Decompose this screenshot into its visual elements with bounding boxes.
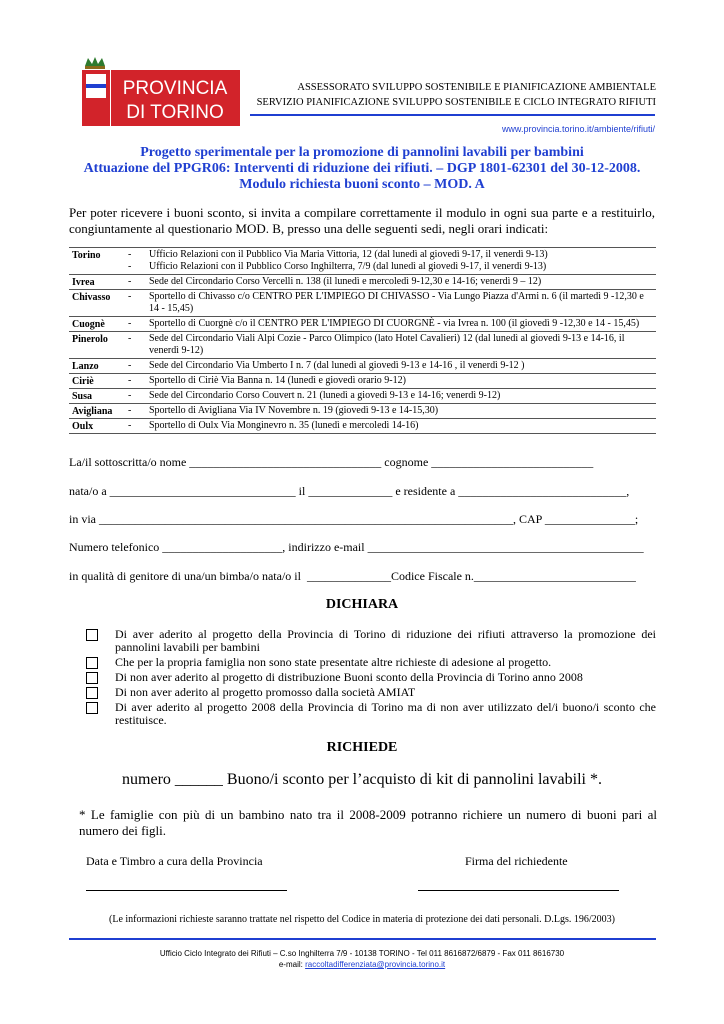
header-rule [250, 114, 655, 116]
declaration-item [86, 671, 656, 684]
office-row [69, 359, 656, 374]
offices-table [69, 247, 656, 434]
office-row [69, 275, 656, 290]
header-text [236, 80, 656, 110]
declaration-text: Di non aver aderito al progetto promosso dalla società AMIAT [115, 685, 416, 699]
declaration-item [86, 686, 656, 699]
office-row [69, 374, 656, 389]
footer-address: Ufficio Ciclo Integrato dei Rifiuti – C.so Inghilterra 7/9 - 10138 TORINO - Tel 011 8616872/6879 - Fax 011 8616730 [159, 949, 565, 958]
office-city: Chivasso [72, 292, 111, 303]
field-address-cap[interactable]: in via _____________________________________________________________________, CAP _______________; [69, 512, 639, 526]
declaration-text: Che per la propria famiglia non sono state presentate altre richieste di adesione al progetto. [115, 655, 552, 669]
office-row [69, 248, 656, 275]
office-city: Ciriè [72, 376, 94, 387]
field-birth-residence[interactable]: nata/o a _______________________________ il ______________ e residente a ____________________________, [69, 484, 630, 498]
office-detail: - Sede del Circondario Viali Alpi Cozie - Parco Olimpico (lato Hotel Cavalieri) 12 (dal lunedì al giovedì 9-13 e 14-16, il venerdì 9-12) [128, 333, 625, 356]
declaration-text: Di aver aderito al progetto della Provincia di Torino di riduzione dei rifiuti attraverso la promozione dei pannolini lavabili per bambini [115, 627, 656, 654]
office-row [69, 404, 656, 419]
office-detail: - Sportello di Cuorgnè c/o il CENTRO PER L'IMPIEGO DI CUORGNÈ - via Ivrea n. 100 (il giovedì 9 -12,30 e 14 - 15,45) [128, 318, 640, 329]
office-row [69, 290, 656, 317]
office-detail: - Sede del Circondario Corso Vercelli n. 138 (il lunedì e mercoledì 9-12,30 e 14-16; venerdì 9 – 12) [128, 276, 542, 287]
richiede-heading: RICHIEDE [326, 740, 398, 755]
field-name-surname[interactable]: La/il sottoscritta/o nome ________________________________ cognome ___________________________ [69, 455, 594, 469]
office-detail: - Ufficio Relazioni con il Pubblico Corso Inghilterra, 7/9 (dal lunedì al giovedì 9-17, il venerdì 9-13) [128, 261, 547, 272]
declaration-checkbox[interactable] [86, 629, 98, 641]
dichiara-heading: DICHIARA [325, 597, 399, 612]
office-row [69, 419, 656, 434]
title-line-1: Progetto sperimentale per la promozione di pannolini lavabili per bambini [140, 145, 584, 160]
stamp-label: Data e Timbro a cura della Provincia [86, 854, 263, 868]
office-city: Avigliana [72, 406, 113, 417]
title-line-3: Modulo richiesta buoni sconto – MOD. A [239, 177, 485, 192]
voucher-note: * Le famiglie con più di un bambino nato tra il 2008-2009 potranno richiere un numero di buoni pari al numero dei figli. [79, 807, 657, 838]
office-detail: - Sede del Circondario Via Umberto I n. 7 (dal lunedì al giovedì 9-13 e 14-16 , il venerdì 9-12 ) [128, 360, 525, 371]
office-city: Oulx [72, 421, 94, 432]
office-detail: - Sportello di Ciriè Via Banna n. 14 (lunedì e giovedì orario 9-12) [128, 375, 406, 386]
header-url[interactable]: www.provincia.torino.it/ambiente/rifiuti/ [501, 124, 655, 134]
office-row [69, 332, 656, 359]
declaration-item [86, 628, 656, 654]
header-assessorato: ASSESSORATO SVILUPPO SOSTENIBILE E PIANIFICAZIONE AMBIENTALE [297, 82, 656, 93]
office-detail: - Sportello di Avigliana Via IV Novembre n. 19 (giovedì 9-13 e 14-15,30) [128, 405, 439, 416]
declaration-text: Di non aver aderito al progetto di distribuzione Buoni sconto della Provincia di Torino anno 2008 [115, 670, 583, 684]
declaration-checkbox[interactable] [86, 702, 98, 714]
office-city: Ivrea [72, 277, 95, 288]
declaration-text: Di aver aderito al progetto 2008 della Provincia di Torino ma di non aver utilizzato del/i buono/i sconto che restituisce. [115, 700, 656, 727]
title-line-2: Attuazione del PPGR06: Interventi di riduzione dei rifiuti. – DGP 1801-62301 del 30-12-2008. [83, 161, 641, 176]
footer-rule [69, 938, 656, 940]
intro-paragraph: Per poter ricevere i buoni sconto, si invita a compilare correttamente il modulo in ogni sua parte e a restituirlo, congiuntamente al questionario MOD. B, presso una delle seguenti sedi, negli orari indicati: [69, 205, 655, 236]
office-city: Cuognè [72, 319, 105, 330]
footer-email-label: e-mail: [278, 960, 303, 969]
privacy-note: (Le informazioni richieste saranno trattate nel rispetto del Codice in materia di protezione dei dati personali. D.Lgs. 196/2003) [109, 914, 615, 925]
field-phone-email[interactable]: Numero telefonico ____________________, indirizzo e-mail ______________________________________________ [69, 540, 644, 554]
document-title [60, 145, 664, 193]
declaration-checkbox[interactable] [86, 672, 98, 684]
footer-email-link[interactable]: raccoltadifferenziata@provincia.torino.it [305, 960, 446, 969]
provincia-logo [80, 56, 242, 126]
stamp-line[interactable] [86, 890, 287, 891]
header-servizio: SERVIZIO PIANIFICAZIONE SVILUPPO SOSTENIBILE E CICLO INTEGRATO RIFIUTI [256, 97, 656, 108]
office-city: Torino [72, 250, 101, 261]
logo-text-2: DI TORINO [126, 102, 224, 123]
signature-line[interactable] [418, 890, 619, 891]
signature-label: Firma del richiedente [465, 854, 568, 868]
field-parent-fiscal-code[interactable]: in qualità di genitore di una/un bimba/o nata/o il ______________Codice Fiscale n.___________________________ [69, 569, 636, 583]
office-city: Pinerolo [72, 334, 108, 345]
declaration-checkbox[interactable] [86, 687, 98, 699]
office-detail: - Sportello di Chivasso c/o CENTRO PER L'IMPIEGO DI CHIVASSO - Via Lungo Piazza d'Armi n. 6 (il martedì 9 -12,30 e 14 - 15,45) [128, 291, 644, 314]
declaration-checkbox[interactable] [86, 657, 98, 669]
office-city: Susa [72, 391, 93, 402]
declaration-item [86, 701, 656, 727]
office-row [69, 317, 656, 332]
office-detail: - Ufficio Relazioni con il Pubblico Via Maria Vittoria, 12 (dal lunedì al giovedì 9-17, il venerdì 9-13) [128, 249, 548, 260]
office-city: Lanzo [72, 361, 99, 372]
dichiara-list [86, 628, 656, 729]
footer [0, 948, 724, 970]
logo-text-1: PROVINCIA [122, 78, 228, 99]
office-row [69, 389, 656, 404]
voucher-quantity-line[interactable]: numero ______ Buono/i sconto per l’acquisto di kit di pannolini lavabili *. [122, 771, 602, 788]
office-detail: - Sede del Circondario Corso Couvert n. 21 (lunedì a giovedì 9-13 e 14-16; venerdì 9-12) [128, 390, 501, 401]
declaration-item [86, 656, 656, 669]
office-detail: - Sportello di Oulx Via Monginevro n. 35 (lunedì e mercoledì 14-16) [128, 420, 419, 431]
crown-shield-icon [80, 56, 242, 126]
